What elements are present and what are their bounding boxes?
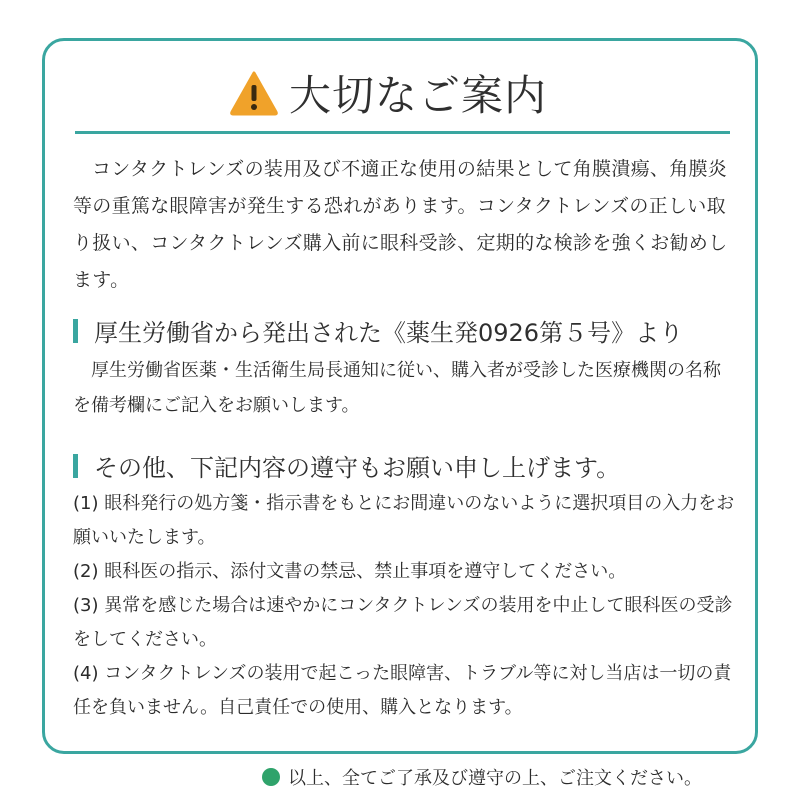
notice-header [45, 63, 755, 123]
section-heading-text: 厚生労働省から発出された《薬生発0926第５号》より [94, 319, 684, 347]
bullet-dot-icon [262, 768, 280, 786]
warning-icon [229, 70, 279, 116]
intro-paragraph: コンタクトレンズの装用及び不適正な使用の結果として角膜潰瘍、角膜炎等の重篤な眼障害が発生する恐れがあります。コンタクトレンズの正しい取り扱い、コンタクトレンズ購入前に眼科受診、定期的な検診を強くお勧めします。 [73, 158, 728, 291]
list-item: (2) 眼科医の指示、添付文書の禁忌、禁止事項を遵守してください。 [73, 561, 627, 582]
list-item: (3) 異常を感じた場合は速やかにコンタクトレンズの装用を中止して眼科医の受診をしてください。 [73, 595, 733, 650]
notice-card [42, 38, 758, 754]
notice-title: 大切なご案内 [288, 71, 547, 120]
section-bar [73, 319, 78, 343]
list-item: (4) コンタクトレンズの装用で起こった眼障害、トラブル等に対し当店は一切の責任を負いません。自己責任での使用、購入となります。 [73, 663, 732, 718]
section-heading-text: その他、下記内容の遵守もお願い申し上げます。 [94, 454, 621, 482]
section-heading-other [73, 448, 620, 483]
section-bar [73, 454, 78, 478]
list-item: (1) 眼科発行の処方箋・指示書をもとにお間違いのないように選択項目の入力をお願いいたします。 [73, 493, 735, 548]
title-divider [75, 131, 730, 134]
section-heading-mhlw [73, 313, 683, 348]
section-body-mhlw: 厚生労働省医薬・生活衛生局長通知に従い、購入者が受診した医療機関の名称を備考欄にご記入をお願いします。 [73, 360, 721, 416]
footer-note [262, 764, 702, 790]
footer-note-text: 以上、全てご了承及び遵守の上、ご注文ください。 [288, 768, 702, 789]
compliance-list [73, 487, 741, 725]
